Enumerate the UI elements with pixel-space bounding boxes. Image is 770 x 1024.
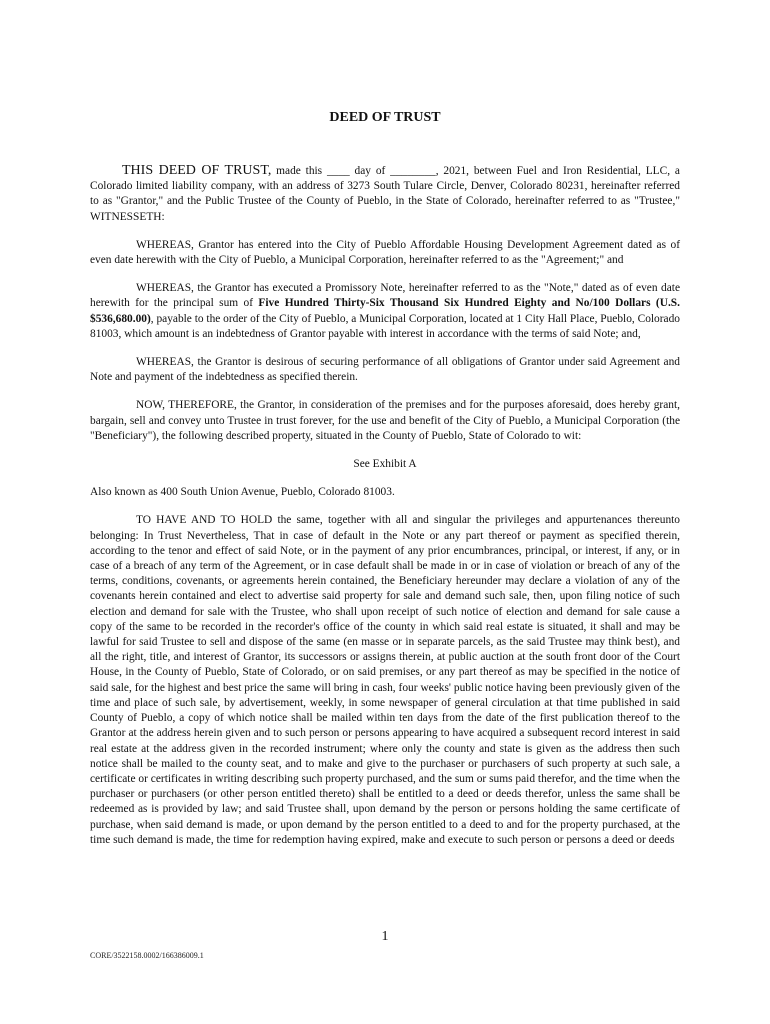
note-amount: Five Hundred Thirty-Six Thousand Six Hundred Eighty and No/100 Dollars (U.S. $536,680.00) (90, 297, 680, 325)
document-title: DEED OF TRUST (329, 110, 441, 125)
page-number: 1 (381, 929, 389, 944)
paragraph-intro (90, 163, 680, 225)
note-text-a: WHEREAS, the Grantor has executed a Promissory Note, hereinafter referred to as the "Note," dated as of even date herewith for the principal sum of (90, 282, 680, 310)
document-body (90, 163, 680, 861)
also-known-as: Also known as 400 South Union Avenue, Pueblo, Colorado 81003. (90, 486, 395, 499)
paragraph-whereas-note (90, 281, 680, 342)
paragraph-to-have-and-to-hold: TO HAVE AND TO HOLD the same, together with all and singular the privileges and appurtenances thereunto belonging: In Trust Nevertheless, That in case of default in the Note or any part thereof or payment as specified therein, according to the tenor and effect of said Note, or in the payment of any prior encumbrances, principal, or interest, if any, or in case of a breach of any term of the Agreement, or in case default shall be made in or in case of violation or breach of any of the terms, conditions, covenants, or agreements herein contained, the Beneficiary hereunder may declare a violation of any of the covenants herein contained and elect to advertise said property for sale and demand such sale, then, upon filing notice of such election and demand for sale with the Trustee, who shall upon receipt of such notice of election and demand for sale cause a copy of the same to be recorded in the recorder's office of the county in which said real estate is situated, it shall and may be lawful for said Trustee to sell and dispose of the same (en masse or in separate parcels, as the said Trustee may think best), and all the right, title, and interest of Grantor, its successors or assigns therein, at public auction at the south front door of the Court House, in the County of Pueblo, State of Colorado, or on said premises, or any part thereof as may be specified in the notice of said sale, for the highest and best price the same will bring in cash, four weeks' public notice having been previously given of the time and place of such sale, by advertisement, weekly, in some newspaper of general circulation at that time published in said County of Pueblo, a copy of which notice shall be mailed within ten days from the date of the first publication thereof to the Grantor at the address herein given and to such person or persons appearing to have acquired a subsequent record interest in said real estate at the address given in the recorded instrument; where only the county and state is given as the address then such notice shall be mailed to the county seat, and to make and give to the purchaser or purchasers of such property at such sale, a certificate or certificates in writing describing such property purchased, and the sum or sums paid therefor, and the time when the purchaser or purchasers (or other person entitled thereto) shall be entitled to a deed or deeds therefor, unless the same shall be redeemed as is provided by law; and said Trustee shall, upon demand by the person or persons holding the same certificate of purchase, when said demand is made, or upon demand by the person entitled to a deed to and for the property purchased, at the time such demand is made, the time for redemption having expired, make and execute to such person or persons a deed or deeds (90, 514, 680, 846)
footer-document-code: CORE/3522158.0002/166386009.1 (90, 951, 204, 960)
note-text-b: , payable to the order of the City of Pueblo, a Municipal Corporation, located at 1 City Hall Place, Pueblo, Colorado 81003, which amount is an indebtedness of Grantor payable with interest in accordance with the terms of said Note; and, (90, 312, 680, 340)
paragraph-whereas-agreement: WHEREAS, Grantor has entered into the City of Pueblo Affordable Housing Development Agreement dated as of even date herewith with the City of Pueblo, a Municipal Corporation, hereinafter referred to as the "Agreement;" and (90, 238, 680, 267)
paragraph-whereas-desirous: WHEREAS, the Grantor is desirous of securing performance of all obligations of Grantor under said Agreement and Note and payment of the indebtedness as specified therein. (90, 356, 680, 384)
paragraph-now-therefore: NOW, THEREFORE, the Grantor, in consideration of the premises and for the purposes aforesaid, does hereby grant, bargain, sell and convey unto Trustee in trust forever, for the use and benefit of the City of Pueblo, a Municipal Corporation (the "Beneficiary"), the following described property, situated in the County of Pueblo, State of Colorado to wit: (90, 399, 680, 442)
intro-lead: THIS DEED OF TRUST, (122, 163, 272, 178)
intro-text: made this ____ day of ________, 2021, between Fuel and Iron Residential, LLC, a Colorado limited liability company, with an address of 3273 South Tulare Circle, Denver, Colorado 80231, hereinafter referred to as "Grantor," and the Public Trustee of the County of Pueblo, in the State of Colorado, hereinafter referred to as "Trustee," WITNESSETH: (90, 165, 680, 223)
exhibit-reference: See Exhibit A (353, 458, 417, 471)
